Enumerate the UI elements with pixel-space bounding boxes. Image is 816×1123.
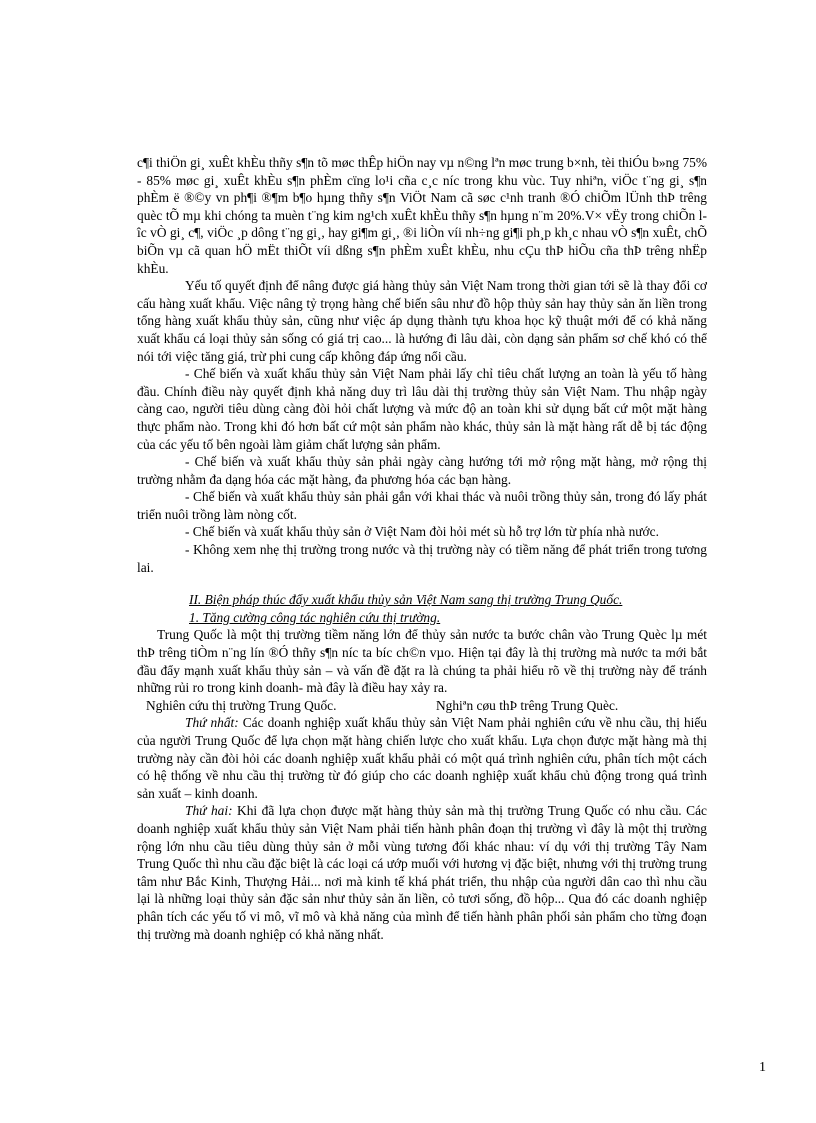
paragraph-aquaculture: - Chế biến và xuất khẩu thủy sản phải gắn với khai thác và nuôi trồng thủy sản, trong đó lấy phát triển nuôi trồng làm nòng cốt. <box>137 489 707 522</box>
research-title-row <box>137 697 707 715</box>
first-point-label: Thứ nhất: <box>185 715 239 731</box>
paragraph-second-point <box>137 802 707 943</box>
paragraph-quality-safety: - Chế biến và xuất khẩu thủy sản Việt Nam phải lấy chỉ tiêu chất lượng an toàn là yếu tố hàng đầu. Chính điều này quyết định khả năng duy trì lâu dài thị trường thủy sản Việt Nam. Thu nhập ngày càng cao, người tiêu dùng càng đòi hỏi chất lượng và mức độ an toàn khi sử dụng bất cứ một mặt hàng thực phẩm nào. Trong khi đó hơn bất cứ một sản phẩm nào khác, thủy sản là mặt hàng rất dễ bị tác động của các yếu tố bên ngoài làm giảm chất lượng sản phẩm. <box>137 366 707 452</box>
paragraph-china-intro: Trung Quốc là một thị trường tiềm năng lớn để thủy sản nước ta bước chân vào Trung Quèc lµ mét thÞ trêng tiÒm n¨ng lín ®Ó thñy s¶n níc ta bíc ch©n vµo. Hiện tại đây là thị trường mà nước ta mới bắt đầu đẩy mạnh xuất khẩu thủy sản – và vấn đề đặt ra là chúng ta phải hiểu rõ về thị trường này để tránh những rủi ro trong kinh doanh- mà đây là điều hay xảy ra. <box>137 627 707 696</box>
paragraph-domestic-market: - Không xem nhẹ thị trường trong nước và thị trường này có tiềm năng để phát triển trong tương lai. <box>137 542 707 575</box>
subsection-heading: 1. Tăng cường công tác nghiên cứu thị trường. <box>189 609 441 625</box>
section-heading: II. Biện pháp thúc đẩy xuất khẩu thủy sản Việt Nam sang thị trường Trung Quốc. <box>189 592 623 608</box>
paragraph-legacy-encoded: c¶i thiÖn gi¸ xuÊt khÈu thñy s¶n tõ møc thÊp hiÖn nay vµ n©ng lªn møc trung b×nh, tèi thiÓu b»ng 75% - 85% møc gi¸ xuÊt khÈu s¶n phÈm cïng lo¹i cña c¸c níc trong khu vùc. Tuy nhiªn, viÖc t¨ng gi¸ s¶n phÈm ë ®©y vn ph¶i ®¶m b¶o hµng thñy s¶n ViÖt Nam cã søc c¹nh tranh ®Ó chiÕm lÜnh thÞ trêng quèc tÕ mµ khi chóng ta muèn t¨ng kim ng¹ch xuÊt khÈu thñy s¶n hµng n¨m 20%.V× vËy trong chiÕn lîc vÒ gi¸ c¶, viÖc ¸p dông t¨ng gi¸, hay gi¶m gi¸, ®i liÒn víi nh÷ng gi¶i ph¸p kh¸c nhau vÒ s¶n xuÊt, chÕ biÕn vµ cã quan hÖ mËt thiÕt víi dßng s¶n phÈm xuÊt khÈu, nhu cÇu thÞ hiÕu cña thÞ trêng nhËp khÈu. <box>137 155 707 276</box>
paragraph-export-structure: Yếu tố quyết định để nâng được giá hàng thủy sản Việt Nam trong thời gian tới sẽ là thay đổi cơ cấu hàng xuất khẩu. Việc nâng tỷ trọng hàng chế biến sâu như đồ hộp thủy sản hay thủy sản ăn liền trong tổng hàng xuất khẩu thủy sản, cũng như việc áp dụng thành tựu khoa học kỹ thuật mới để có khả năng xuất khẩu cá loại thủy sản sống có giá trị cao... là hướng đi lâu dài, còn dạng sản phẩm sơ chế khó có thể nói tới việc tăng giá, trừ phi cung cấp không đáp ứng nổi cầu. <box>137 278 707 364</box>
paragraph-diversify: - Chế biến và xuất khẩu thủy sản phải ngày càng hướng tới mở rộng mặt hàng, mở rộng thị trường nhằm đa dạng hóa các mặt hàng, đa phương hóa các bạn hàng. <box>137 454 707 487</box>
paragraph-first-point <box>137 714 707 802</box>
page-number: 1 <box>759 1060 766 1075</box>
research-title-right: Nghiªn cøu thÞ trêng Trung Quèc. <box>436 697 619 713</box>
research-title-left: Nghiên cứu thị trường Trung Quốc. <box>146 697 337 713</box>
section-gap <box>137 576 707 591</box>
first-point-text: Các doanh nghiệp xuất khẩu thủy sản Việt Nam phải nghiên cứu về nhu cầu, thị hiếu của người Trung Quốc để lựa chọn mặt hàng chiến lược cho xuất khẩu. Lựa chọn được mặt hàng mà thị trường này cần đòi hỏi các doanh nghiệp xuất khẩu phải có một quá trình nghiên cứu, phân tích một cách có hệ thống về nhu cầu thị trường từ đó giúp cho các doanh nghiệp xuất khẩu chủ động trong quá trình sản xuất – kinh doanh. <box>137 715 707 801</box>
page-body <box>137 154 707 943</box>
paragraph-state-support: - Chế biến và xuất khẩu thủy sản ở Việt Nam đòi hỏi mét sù hỗ trợ lớn từ phía nhà nước. <box>185 524 659 540</box>
second-point-label: Thứ hai: <box>185 803 233 819</box>
second-point-text: Khi đã lựa chọn được mặt hàng thủy sản mà thị trường Trung Quốc có nhu cầu. Các doanh nghiệp xuất khẩu thủy sản Việt Nam phải tiến hành phân đoạn thị trường vì đây là một thị trường rộng lớn nhu cầu tiêu dùng thủy sản ở mỗi vùng tương đối khác nhau: ví dụ với thị trường Tây Nam Trung Quốc thì nhu cầu đặc biệt là các loại cá ướp muối với hương vị đặc biệt, nhưng với thị trường trung tâm như Bắc Kinh, Thượng Hải... nơi mà kinh tế khá phát triển, thu nhập của người dân cao thì nhu cầu lại là những loại thủy sản đặc sản như thủy sản ăn liền, cỏ tươi sống, đồ hộp... Qua đó các doanh nghiệp phân tích các yếu tố vi mô, vĩ mô và khả năng của mình để tiến hành phân phối sản phẩm cho từng đoạn thị trường mà doanh nghiệp có khả năng nhất. <box>137 803 707 942</box>
